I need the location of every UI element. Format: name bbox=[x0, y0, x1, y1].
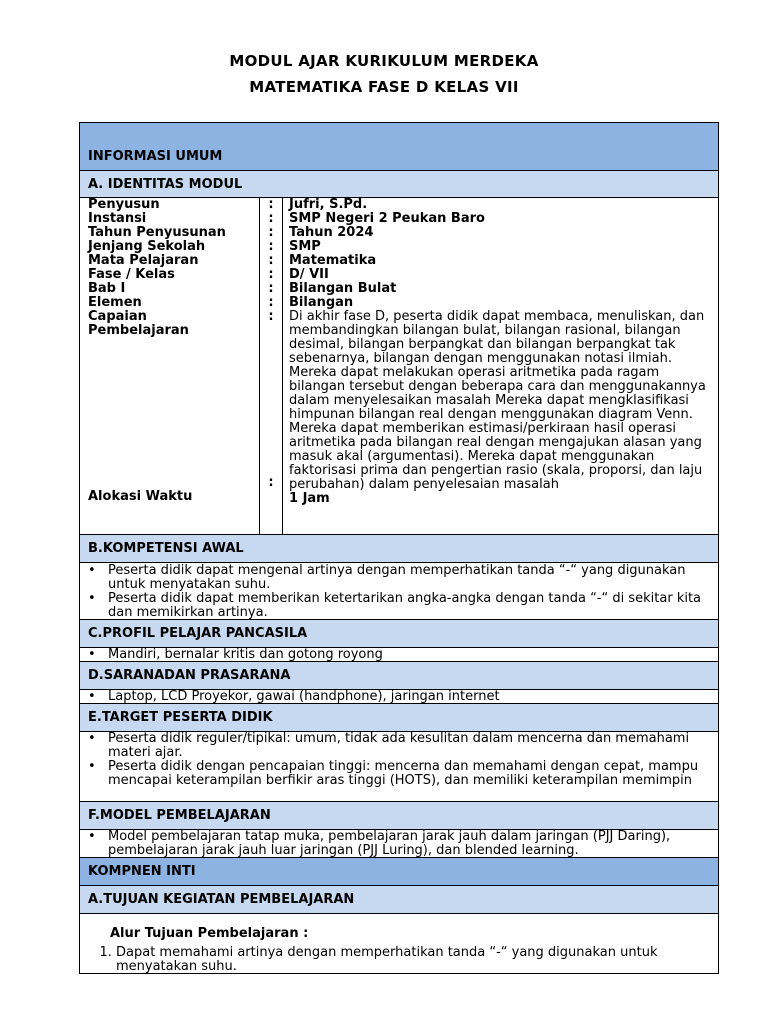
section-heading: A. IDENTITAS MODUL bbox=[88, 176, 243, 192]
list-item: • Peserta didik dengan pencapaian tinggi: mencerna dan memahami dengan cepat, mampu mencapai keterampilan berfikir aras tinggi (HOTS), dan memiliki keterampilan memimpin bbox=[108, 760, 710, 788]
label-capaian: Capaian bbox=[88, 309, 147, 324]
section-heading: A.TUJUAN KEGIATAN PEMBELAJARAN bbox=[88, 892, 355, 907]
value-tahun: Tahun 2024 bbox=[289, 225, 374, 240]
document-subtitle: MATEMATIKA FASE D KELAS VII bbox=[249, 78, 519, 96]
colon: : bbox=[268, 281, 274, 296]
section-model-pembelajaran bbox=[80, 802, 718, 830]
section-tujuan-kegiatan bbox=[80, 886, 718, 914]
list-item: • Peserta didik reguler/tipikal: umum, tidak ada kesulitan dalam mencerna dan memahami materi ajar. bbox=[108, 732, 710, 760]
target-list bbox=[80, 732, 718, 802]
label-alokasi: Alokasi Waktu bbox=[88, 489, 193, 504]
kompetensi-awal-list bbox=[80, 563, 718, 620]
colon: : bbox=[268, 225, 274, 240]
value-mapel: Matematika bbox=[289, 253, 377, 268]
colon: : bbox=[268, 309, 274, 324]
colon: : bbox=[268, 197, 274, 212]
colon: : bbox=[268, 239, 274, 254]
label-pembelajaran: Pembelajaran bbox=[88, 323, 189, 338]
value-capaian: Di akhir fase D, peserta didik dapat membaca, menuliskan, dan membandingkan bilangan bulat, bilangan rasional, bilangan desimal, bilangan berpangkat dan bilangan berpangkat tak sebenarnya, bilangan dengan menggunakan notasi ilmiah. Mereka dapat melakukan operasi aritmetika pada ragam bilangan tersebut dengan beberapa cara dan menggunakannya dalam menyelesaikan masalah Mereka dapat mengklasifikasi himpunan bilangan real dengan menggunakan diagram Venn. Mereka dapat memberikan estimasi/perkiraan hasil operasi aritmetika pada bilangan real dengan mengajukan alasan yang masuk akal (argumentasi). Mereka dapat menggunakan faktorisasi prima dan pengertian rasio (skala, proporsi, dan laju perubahan) dalam penyelesaian masalah bbox=[289, 309, 706, 492]
tujuan-block bbox=[80, 914, 718, 973]
section-heading: F.MODEL PEMBELAJARAN bbox=[88, 808, 271, 823]
identity-labels bbox=[80, 198, 260, 534]
value-instansi: SMP Negeri 2 Peukan Baro bbox=[289, 211, 485, 226]
label-mapel: Mata Pelajaran bbox=[88, 253, 199, 268]
colon: : bbox=[268, 295, 274, 310]
colon: : bbox=[268, 475, 274, 490]
label-tahun: Tahun Penyusunan bbox=[88, 225, 226, 240]
label-elemen: Elemen bbox=[88, 295, 142, 310]
identity-values bbox=[283, 198, 718, 534]
section-heading: C.PROFIL PELAJAR PANCASILA bbox=[88, 626, 308, 641]
section-komponen-inti bbox=[80, 858, 718, 886]
colon: : bbox=[268, 211, 274, 226]
colon: : bbox=[268, 267, 274, 282]
section-heading: E.TARGET PESERTA DIDIK bbox=[88, 710, 273, 725]
list-item: 1. Dapat memahami artinya dengan memperhatikan tanda “-“ yang digunakan untuk menyatakan suhu. bbox=[116, 946, 710, 974]
label-penyusun: Penyusun bbox=[88, 197, 160, 212]
list-item: • Mandiri, bernalar kritis dan gotong royong bbox=[108, 648, 710, 662]
value-elemen: Bilangan bbox=[289, 295, 354, 310]
document-title: MODUL AJAR KURIKULUM MERDEKA bbox=[229, 52, 539, 70]
colon: : bbox=[268, 253, 274, 268]
section-heading: INFORMASI UMUM bbox=[88, 149, 223, 164]
sarana-list bbox=[80, 690, 718, 704]
section-profil-pancasila bbox=[80, 620, 718, 648]
value-bab: Bilangan Bulat bbox=[289, 281, 397, 296]
section-heading: D.SARANADAN PRASARANA bbox=[88, 668, 291, 683]
model-list bbox=[80, 830, 718, 858]
value-fase: D/ VII bbox=[289, 267, 329, 282]
profil-list bbox=[80, 648, 718, 662]
label-instansi: Instansi bbox=[88, 211, 147, 226]
list-item: • Laptop, LCD Proyekor, gawai (handphone), jaringan internet bbox=[108, 690, 710, 704]
section-informasi-umum bbox=[80, 123, 718, 171]
section-heading: B.KOMPETENSI AWAL bbox=[88, 541, 244, 556]
list-item: • Peserta didik dapat mengenal artinya dengan memperhatikan tanda “-“ yang digunakan untuk menyatakan suhu. bbox=[108, 564, 710, 592]
module-table bbox=[79, 122, 719, 974]
identity-grid bbox=[80, 198, 718, 535]
alur-heading: Alur Tujuan Pembelajaran : bbox=[110, 926, 309, 941]
list-item: • Model pembelajaran tatap muka, pembelajaran jarak jauh dalam jaringan (PJJ Daring), pembelajaran jarak jauh luar jaringan (PJJ Luring), dan blended learning. bbox=[108, 830, 710, 858]
label-bab: Bab I bbox=[88, 281, 126, 296]
value-jenjang: SMP bbox=[289, 239, 321, 254]
section-heading: KOMPNEN INTI bbox=[88, 864, 196, 879]
section-sarana-prasarana bbox=[80, 662, 718, 690]
label-fase: Fase / Kelas bbox=[88, 267, 175, 282]
list-item: • Peserta didik dapat memberikan ketertarikan angka-angka dengan tanda “-“ di sekitar kita dan memikirkan artinya. bbox=[108, 592, 710, 620]
value-alokasi: 1 Jam bbox=[289, 491, 330, 506]
identity-colons bbox=[260, 198, 283, 534]
section-kompetensi-awal bbox=[80, 535, 718, 563]
section-target-peserta bbox=[80, 704, 718, 732]
label-jenjang: Jenjang Sekolah bbox=[88, 239, 206, 254]
value-penyusun: Jufri, S.Pd. bbox=[289, 197, 368, 212]
section-identitas-modul bbox=[80, 171, 718, 198]
